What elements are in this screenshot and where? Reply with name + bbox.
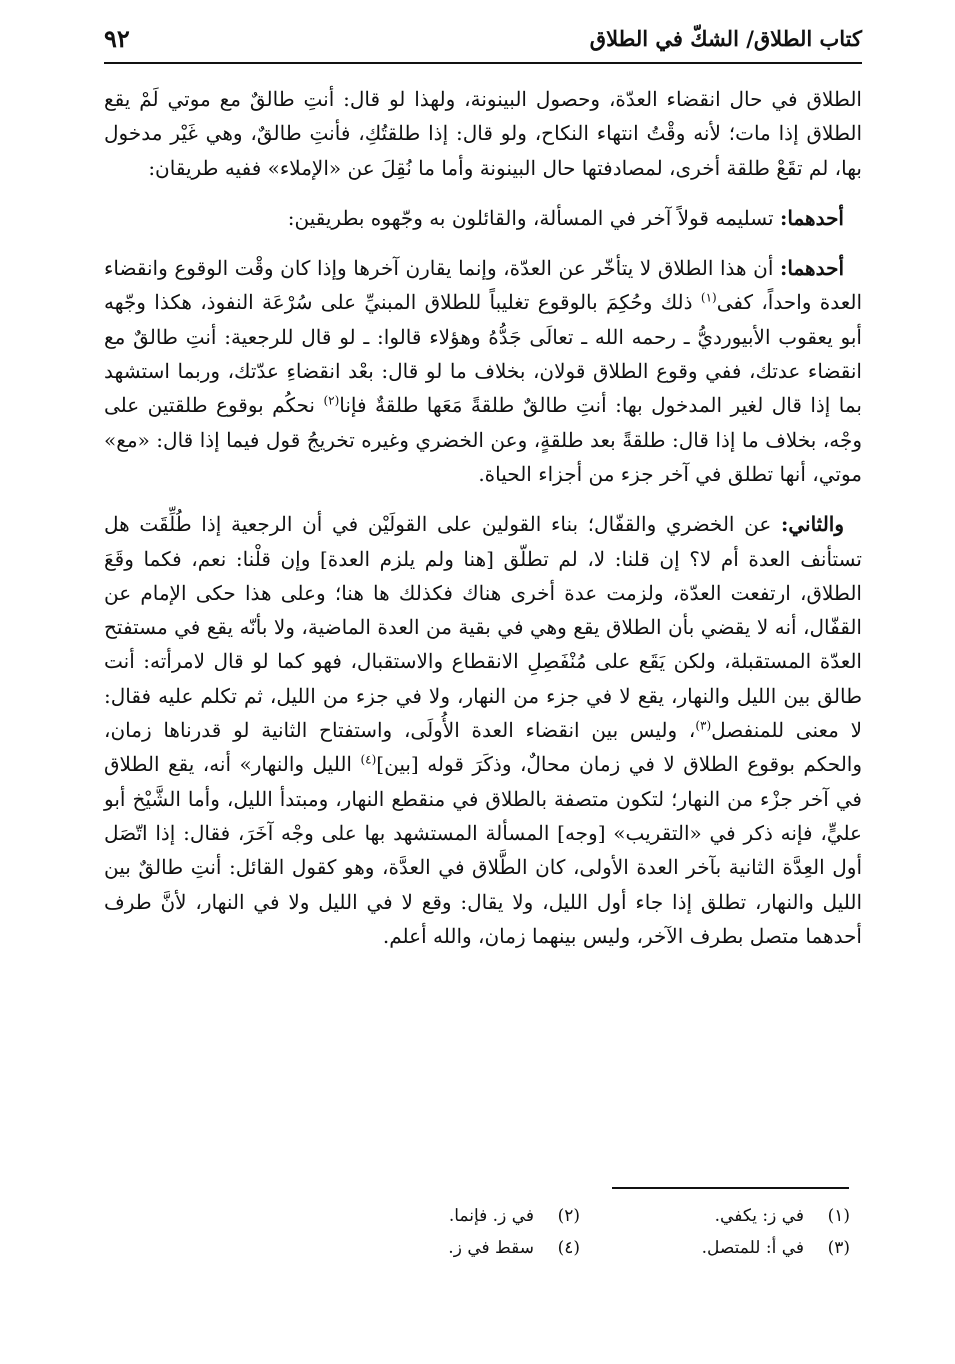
paragraph-4-text-b: ، وليس بين انقضاء العدة الأُولَى، واستفتاح الثانية لو قدرناها زمان، والحكم بوقوع الطلاق لا في زمان محالٌ، وذكَرَ قوله [بين] — [104, 718, 863, 777]
footnote-number: (٣) — [827, 1238, 850, 1258]
footnote-ref-1: (١) — [700, 290, 717, 305]
paragraph-4-lead: والثاني: — [780, 512, 845, 537]
footnote-row — [300, 1232, 850, 1264]
paragraph-3-lead: أحدهما: — [780, 256, 845, 281]
running-title: كتاب الطلاق/ الشكّ في الطلاق — [589, 26, 862, 51]
footnote-item — [580, 1232, 850, 1264]
main-text — [104, 82, 862, 969]
footnote-separator — [612, 1187, 849, 1189]
page-number: ٩٢ — [104, 24, 130, 53]
paragraph-1 — [104, 82, 862, 185]
paragraph-2 — [104, 201, 862, 235]
footnote-item — [310, 1200, 580, 1232]
footnote-text: في أ: للمتصل. — [701, 1238, 804, 1258]
footnote-ref-4: (٤) — [360, 752, 377, 767]
footnote-text: في ز: يكفي. — [714, 1206, 804, 1226]
footnote-ref-3: (٣) — [695, 718, 712, 733]
footnote-item — [580, 1200, 850, 1232]
paragraph-2-text: تسليمه قولاً آخر في المسألة، والقائلون به وجّهوه بطريقين: — [287, 205, 774, 230]
paragraph-3-text-b: ذلك وحُكِمَ بالوقوع تغليباً للطلاق المبنيِّ على سُرْعَة النفوذ، هكذا وجّهه أبو يعقوب الأبيورديُّ ـ رحمه الله ـ تعالَى جَدُّهُ وهؤلاء قالوا: ـ لو قال للرجعية: أنتِ طالقٌ مع انقضاء عدتك، ففي وقوع الطلاق قولان، بخلاف ما لو قال: بعْد انقضاءِ عدّتك، وربما استشهد بما إذا قال لغير المدخول بها: أنتِ طالقٌ طلقةً مَعَها طلقةٌ فإنا — [104, 290, 862, 418]
footnote-text: سقط في ز. — [448, 1238, 534, 1258]
footnote-number: (٤) — [557, 1238, 580, 1258]
footnote-text: في ز. فإنما. — [448, 1206, 534, 1226]
paragraph-4-text-a: عن الخضري والقفّال؛ بناء القولين على القولَيْن في أن الرجعية إذا طُلِّقَت هل تستأنف العدة أم لا؟ إن قلنا: لا، لم تطلّق [هنا ولم يلزم العدة] وإن قلْنا: نعم، فكما وقَعَ الطلاق، ارتفعت العدّة، ولزمت عدة أخرى هناك فكذلك ها هنا؛ وعلى هذا حكى الإمام عن القفّال، أنه لا يقضي بأن الطلاق يقع وهي في بقية من العدة الماضية، ولا بأنّه يقع في مستفتح العدّة المستقبلة، ولكن يَقَع على مُنْفَصِلِ الانقطاع والاستقبال، فهو كما لو قال لامرأته: أنت طالق بين الليل والنهار، يقع لا في جزء من النهار، ولا في جزء من الليل، ثم تكلم عليه فقال: لا معنى للمنفصل — [104, 512, 862, 743]
footnote-row — [300, 1200, 850, 1232]
paragraph-2-lead: أحدهما: — [779, 205, 844, 230]
paragraph-4 — [104, 507, 862, 953]
paragraph-3-text-a: أن هذا الطلاق لا يتأخّر عن العدّة، وإنما يقارن آخرها وإذا كان وقْت الوقوع وانقضاء العدة واحداً، كفى — [104, 256, 862, 315]
footnotes — [300, 1200, 850, 1264]
footnote-item — [310, 1232, 580, 1264]
paragraph-3 — [104, 251, 862, 491]
page-header — [104, 22, 862, 64]
footnote-ref-2: (٢) — [323, 393, 340, 408]
footnote-number: (٢) — [557, 1206, 580, 1226]
footnote-number: (١) — [827, 1206, 850, 1226]
paragraph-4-text-c: الليل والنهار» أنه، يقع الطلاق في آخر جزْء من النهار؛ لتكون متصفة بالطلاق في منقطع النهار، ومبتدأ الليل، وأما الشَّيْخ أبو عليٍّ، فإنه ذكر في «التقريب» [وجه] المسألة المستشهد بها على وجْه آخَرَ، فقال: إذا اتّصَل أول العِدَّة الثانية بآخر العدة الأولى، كان الطَّلاق في العدَّة، وهو كقول القائل: أنتِ طالقٌ بين الليل والنهار، تطلق إذا جاء أول الليل، ولا يقال: وقع لا في الليل ولا في النهار، لأنَّ طرف أحدهما متصل بطرف الآخر، وليس بينهما زمان، والله أعلم. — [104, 752, 862, 948]
paragraph-3-text-c: نحكُم بوقوع طلقتين على وجْه، بخلاف ما إذا قال: طلقةً بعد طلقةٍ، وعن الخضري وغيره تخريجُ قول فيما إذا قال: «مع» موتي، أنها تطلق في آخر جزء من أجزاء الحياة. — [104, 393, 862, 486]
paragraph-1-text: الطلاق في حال انقضاء العدّة، وحصول البينونة، ولهذا لو قال: أنتِ طالقٌ مع موتي لَمْ يقع الطلاق إذا مات؛ لأنه وقْتُ انتهاء النكاح، ولو قال: إذا طلقتُكِ، فأنتِ طالقٌ، وهي غَيْر مدخول بها، لم تقَعْ طلقة أخرى، لمصادفتها حال البينونة وأما ما نُقِلَ عن «الإملاء» ففيه طريقان: — [104, 87, 862, 180]
